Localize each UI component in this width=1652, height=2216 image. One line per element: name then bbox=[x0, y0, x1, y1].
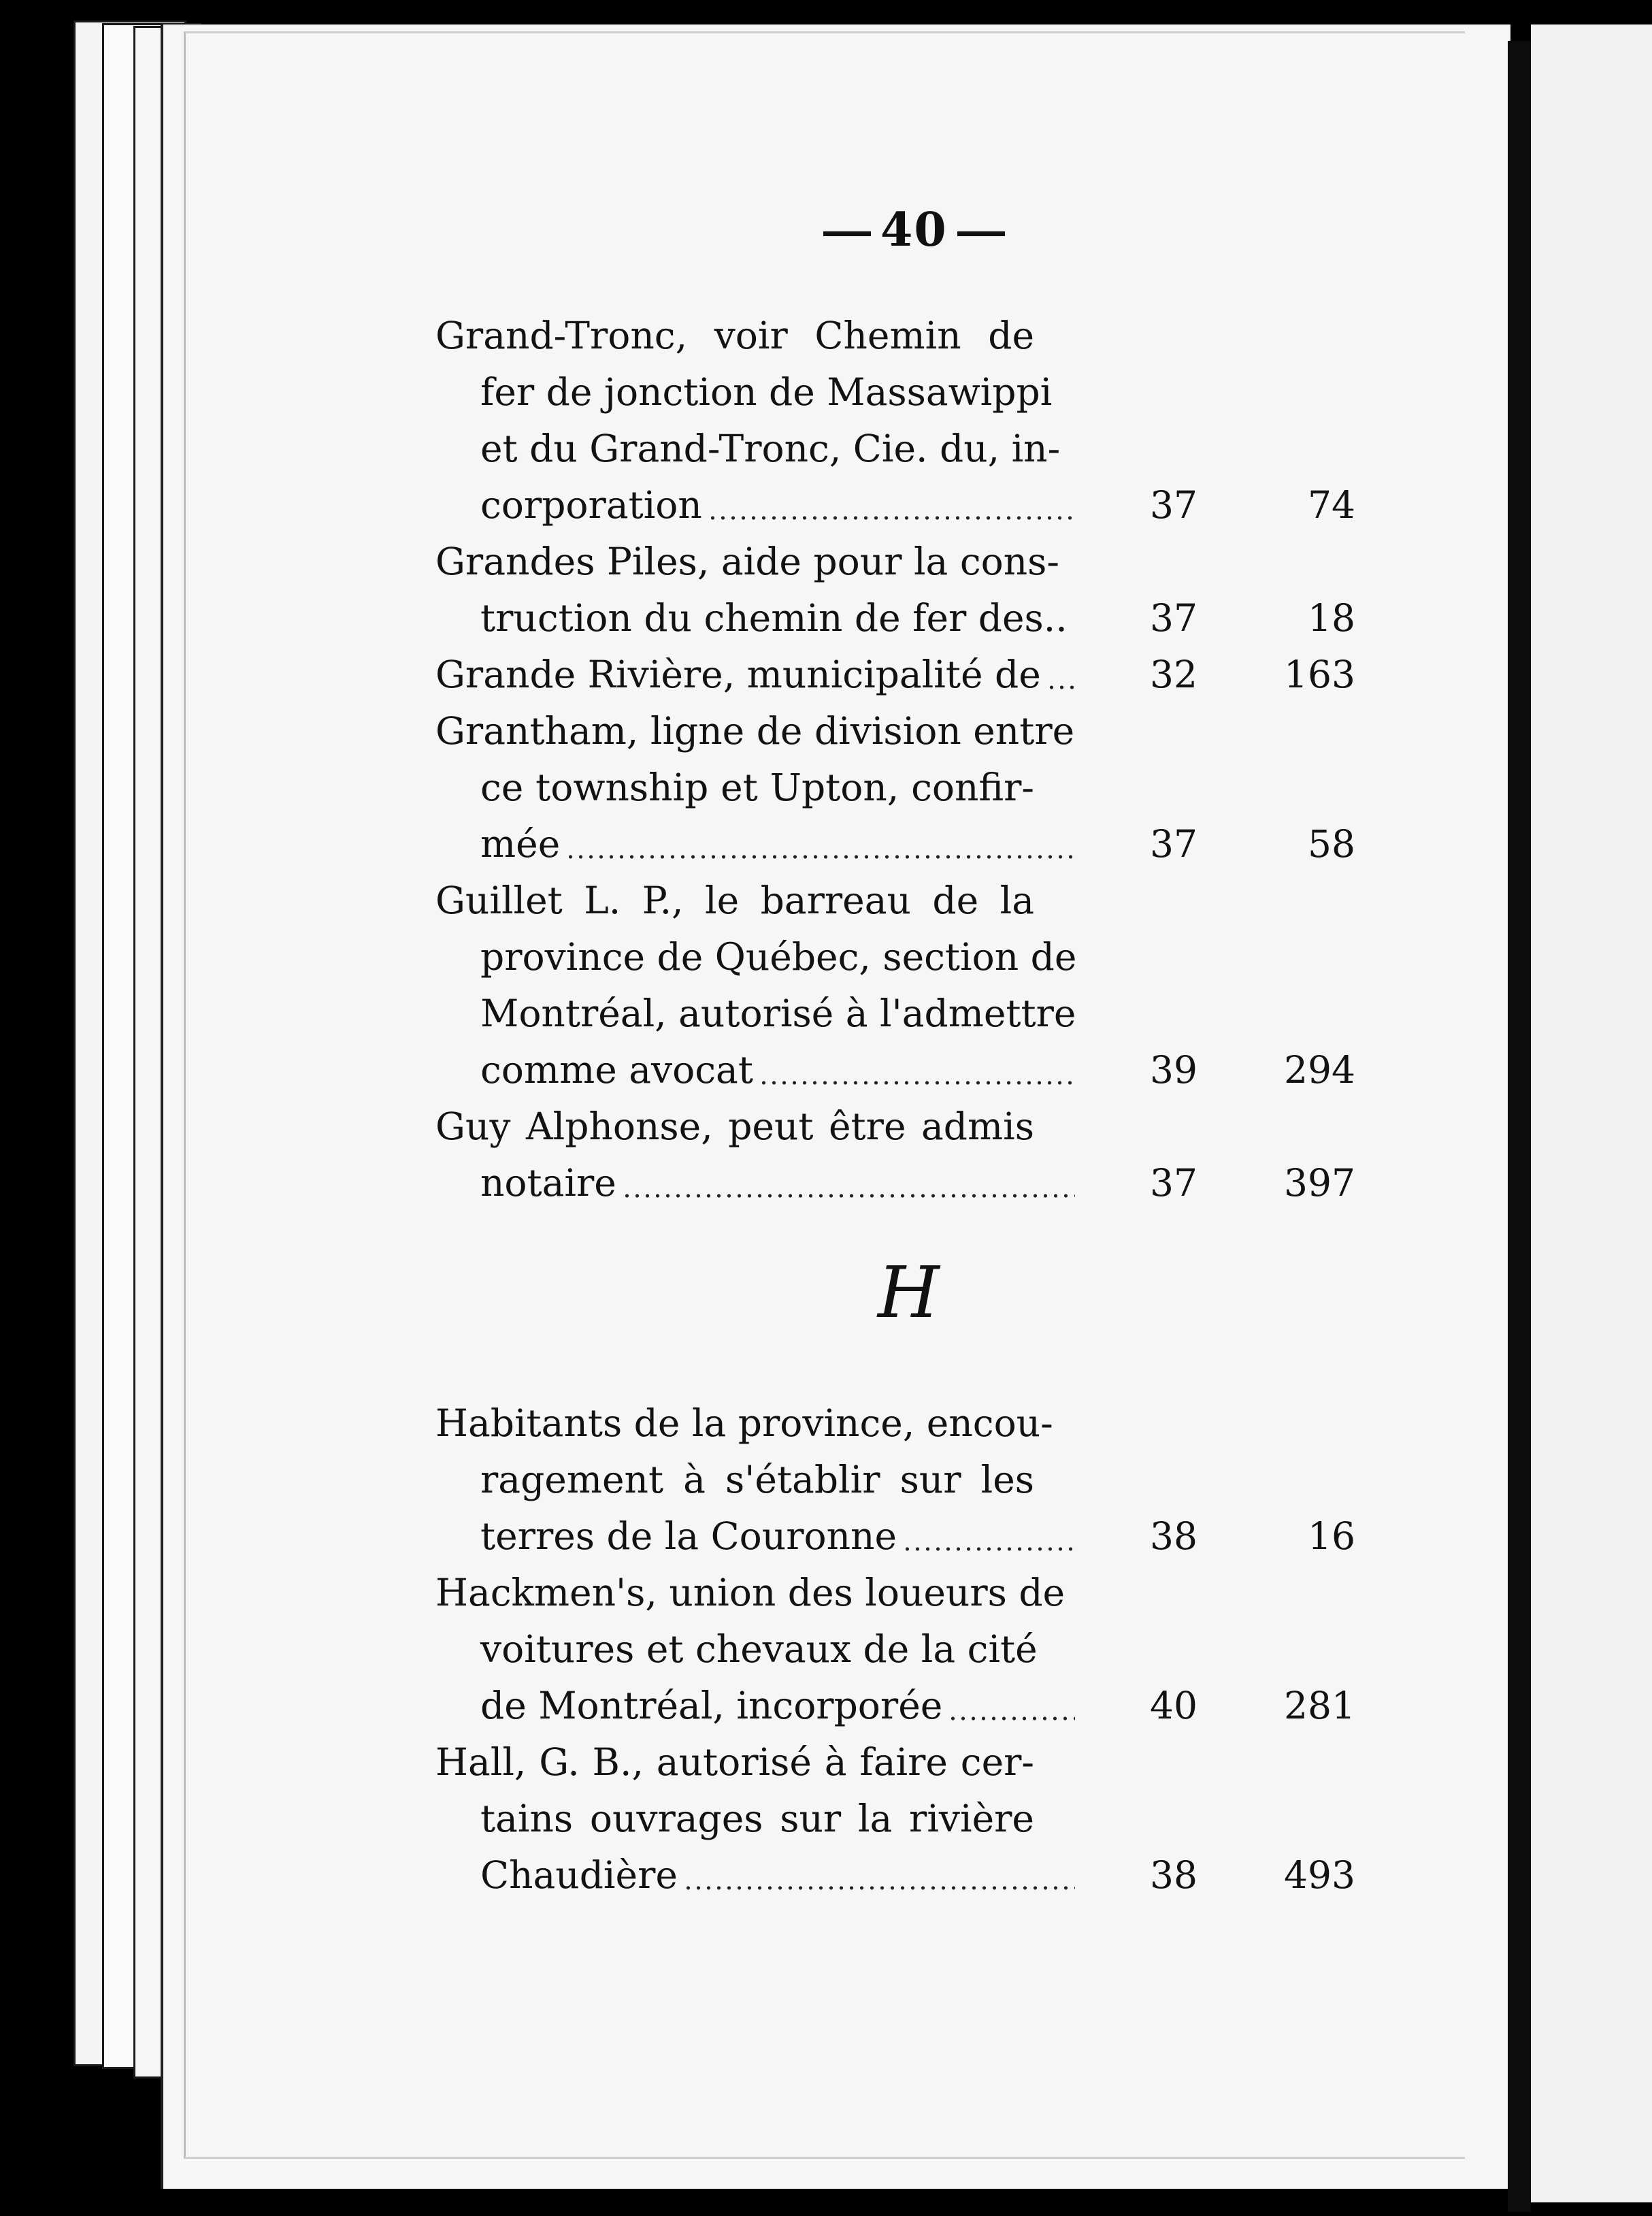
leader-dots bbox=[902, 1547, 1075, 1551]
index-entry bbox=[435, 1734, 1402, 1904]
dash-left bbox=[823, 231, 871, 236]
leader-dots bbox=[708, 516, 1075, 520]
section-letter: H bbox=[878, 1251, 940, 1334]
entry-line bbox=[435, 760, 1402, 816]
leader-dots bbox=[948, 1716, 1075, 1721]
entry-text: Hall, G. B., autorisé à faire cer- bbox=[435, 1740, 1034, 1784]
entry-line bbox=[435, 985, 1402, 1042]
entry-line bbox=[435, 1847, 1402, 1904]
entry-line bbox=[435, 1395, 1402, 1452]
page-reference: 16 bbox=[1308, 1514, 1355, 1558]
entry-line bbox=[435, 308, 1402, 364]
volume-number: 37 bbox=[1150, 596, 1197, 640]
entry-line bbox=[435, 1565, 1402, 1621]
page-reference: 493 bbox=[1284, 1853, 1355, 1897]
page-reference: 294 bbox=[1284, 1048, 1355, 1092]
entry-text: Habitants de la province, encou- bbox=[435, 1401, 1053, 1445]
page-reference: 163 bbox=[1284, 653, 1355, 696]
leader-dots bbox=[683, 1886, 1075, 1890]
entry-line bbox=[435, 929, 1402, 985]
entry-text: Grande Rivière, municipalité de bbox=[435, 653, 1041, 696]
entry-text: Guillet L. P., le barreau de la bbox=[435, 879, 1034, 922]
volume-number: 40 bbox=[1150, 1684, 1197, 1727]
index-entry bbox=[435, 873, 1402, 1098]
page-number bbox=[814, 203, 1014, 257]
volume-number: 32 bbox=[1150, 653, 1197, 696]
entry-line bbox=[435, 421, 1402, 477]
entry-line bbox=[435, 1621, 1402, 1678]
entry-text: Chaudière bbox=[480, 1853, 678, 1897]
index-entry bbox=[435, 1098, 1402, 1211]
entry-text: mée bbox=[480, 822, 561, 866]
entry-line bbox=[435, 1042, 1402, 1098]
index-entries-g bbox=[435, 308, 1402, 1211]
entry-text: Guy Alphonse, peut être admis bbox=[435, 1105, 1034, 1148]
book-spine bbox=[1508, 41, 1531, 2212]
index-entry bbox=[435, 534, 1402, 647]
entry-text: fer de jonction de Massawippi bbox=[480, 370, 1053, 414]
entry-text: comme avocat bbox=[480, 1048, 753, 1092]
index-entry bbox=[435, 1395, 1402, 1565]
index-entry bbox=[435, 647, 1402, 703]
entry-line bbox=[435, 534, 1402, 590]
index-entry bbox=[435, 308, 1402, 534]
entry-text: et du Grand-Tronc, Cie. du, in- bbox=[480, 427, 1061, 470]
entry-line bbox=[435, 1155, 1402, 1211]
entry-line bbox=[435, 1452, 1402, 1508]
entry-text: truction du chemin de fer des.. bbox=[480, 596, 1068, 640]
entry-text: Grantham, ligne de division entre bbox=[435, 709, 1075, 753]
entry-text: Hackmen's, union des loueurs de bbox=[435, 1571, 1065, 1614]
leader-dots bbox=[759, 1081, 1075, 1085]
entry-line bbox=[435, 647, 1402, 703]
entry-line bbox=[435, 816, 1402, 873]
page-reference: 58 bbox=[1308, 822, 1355, 866]
entry-line bbox=[435, 477, 1402, 534]
entry-text: Grand-Tronc, voir Chemin de bbox=[435, 314, 1034, 357]
dash-right bbox=[957, 231, 1005, 236]
entry-text: corporation bbox=[480, 483, 702, 527]
entry-line bbox=[435, 1678, 1402, 1734]
entry-line bbox=[435, 1098, 1402, 1155]
leader-dots bbox=[565, 855, 1075, 859]
entry-text: ragement à s'établir sur les bbox=[480, 1458, 1034, 1501]
volume-number: 39 bbox=[1150, 1048, 1197, 1092]
page-reference: 397 bbox=[1284, 1161, 1355, 1205]
index-entries-h bbox=[435, 1395, 1402, 1904]
entry-text: notaire bbox=[480, 1161, 616, 1205]
page-reference: 281 bbox=[1284, 1684, 1355, 1727]
volume-number: 37 bbox=[1150, 483, 1197, 527]
index-entry bbox=[435, 703, 1402, 873]
entry-line bbox=[435, 364, 1402, 421]
entry-text: ce township et Upton, confir- bbox=[480, 766, 1034, 809]
page-reference: 74 bbox=[1308, 483, 1355, 527]
volume-number: 37 bbox=[1150, 1161, 1197, 1205]
entry-text: voitures et chevaux de la cité bbox=[480, 1627, 1038, 1671]
volume-number: 37 bbox=[1150, 822, 1197, 866]
entry-text: tains ouvrages sur la rivière bbox=[480, 1797, 1034, 1840]
entry-text: de Montréal, incorporée bbox=[480, 1684, 943, 1727]
entry-line bbox=[435, 1791, 1402, 1847]
index-entry bbox=[435, 1565, 1402, 1734]
entry-text: terres de la Couronne bbox=[480, 1514, 897, 1558]
leader-dots bbox=[622, 1194, 1075, 1198]
entry-line bbox=[435, 590, 1402, 647]
entry-line bbox=[435, 703, 1402, 760]
page-number-text: 40 bbox=[880, 203, 948, 257]
leader-dots bbox=[1046, 685, 1075, 689]
entry-line bbox=[435, 873, 1402, 929]
entry-text: Montréal, autorisé à l'admettre bbox=[480, 992, 1076, 1035]
facing-page-edge bbox=[1531, 25, 1652, 2202]
volume-number: 38 bbox=[1150, 1514, 1197, 1558]
entry-line bbox=[435, 1508, 1402, 1565]
entry-line bbox=[435, 1734, 1402, 1791]
volume-number: 38 bbox=[1150, 1853, 1197, 1897]
entry-text: province de Québec, section de bbox=[480, 935, 1077, 979]
page-reference: 18 bbox=[1308, 596, 1355, 640]
entry-text: Grandes Piles, aide pour la cons- bbox=[435, 540, 1059, 583]
